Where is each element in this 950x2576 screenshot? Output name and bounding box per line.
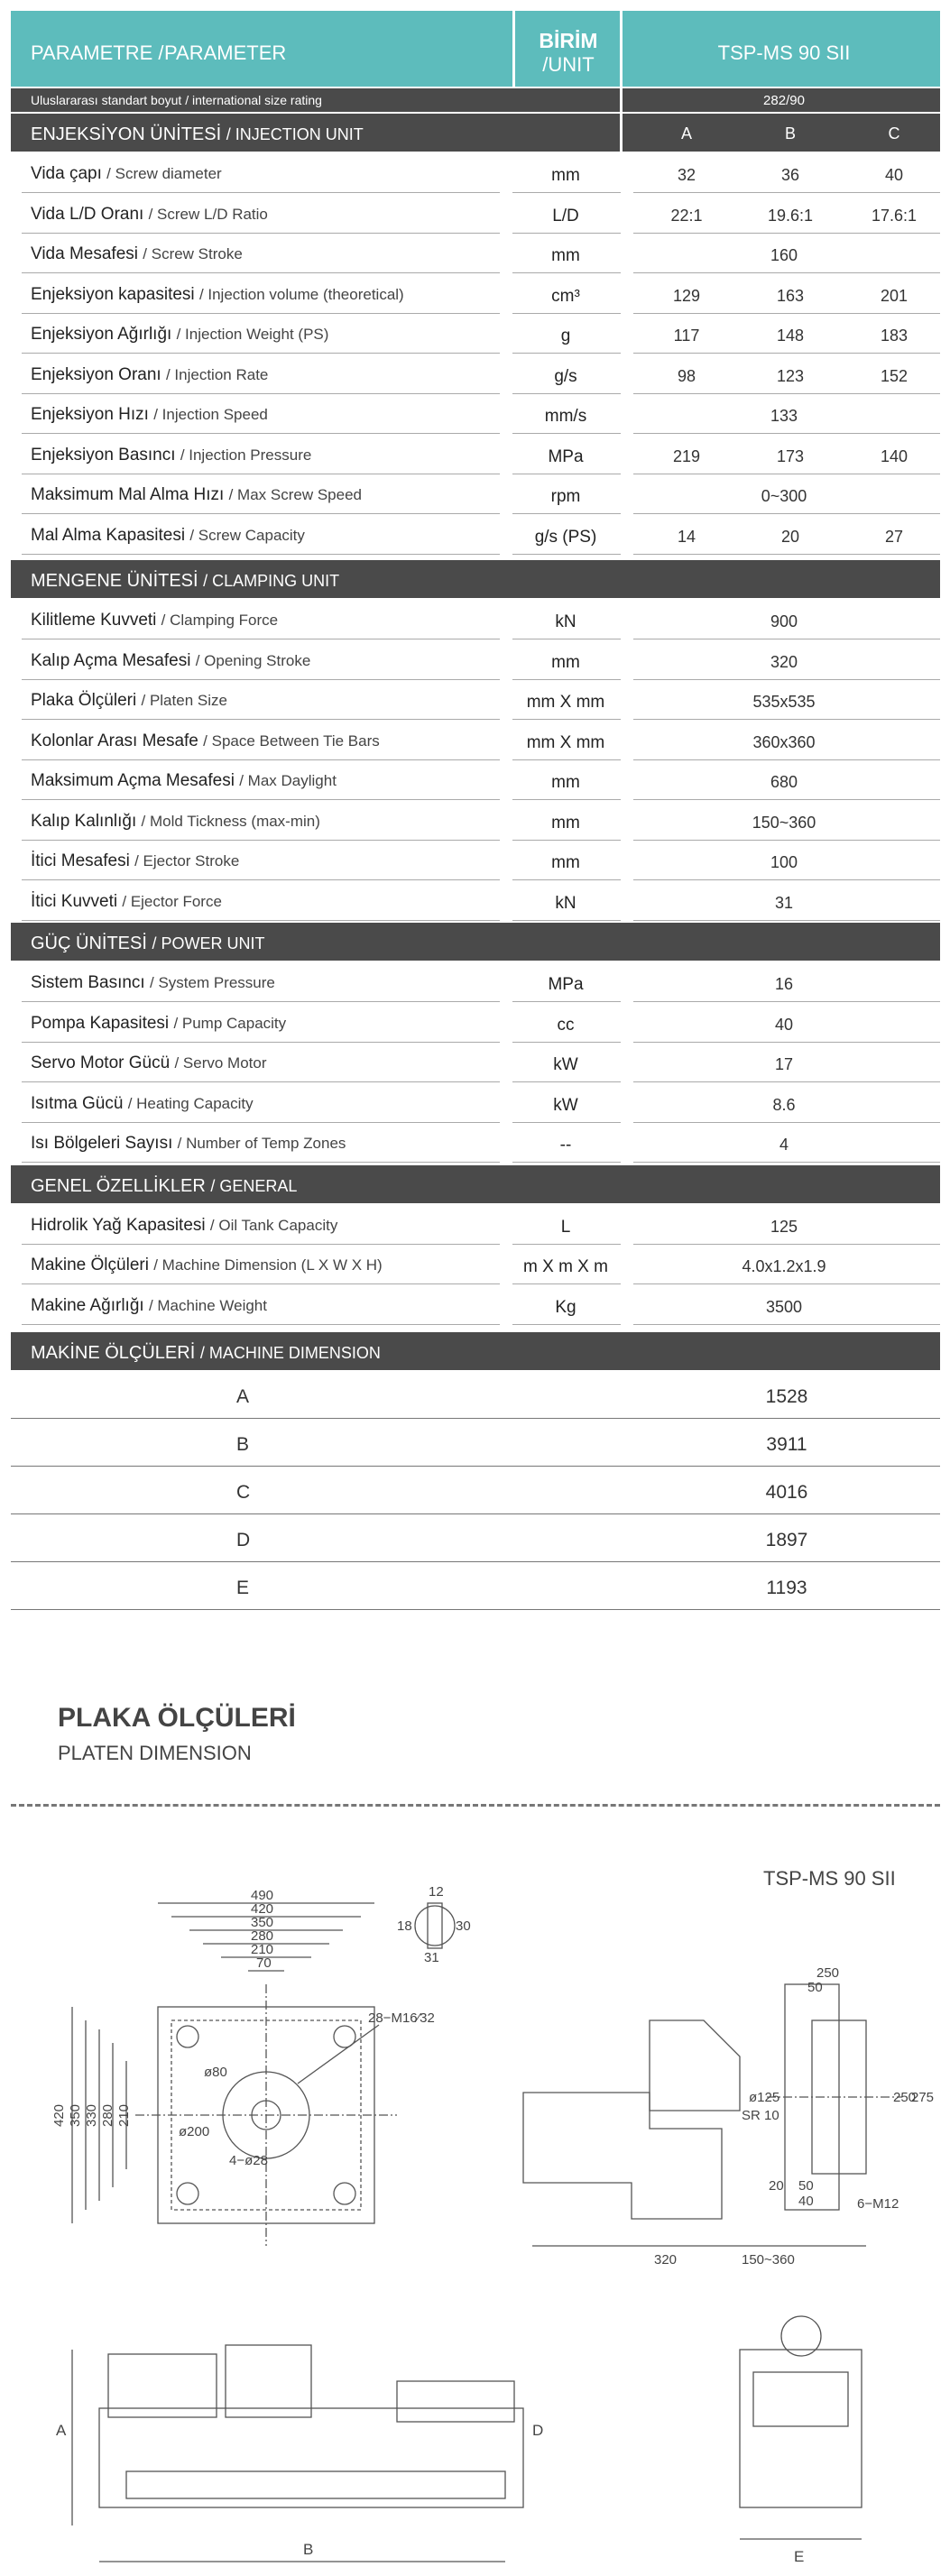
spec-row: Makine Ağırlığı / Machine Weight Kg 3500 xyxy=(11,1285,940,1325)
spec-unit: kW xyxy=(553,1095,578,1115)
svg-text:B: B xyxy=(303,2541,314,2558)
header-param-tr: PARAMETRE / xyxy=(31,41,164,64)
platen-drawings xyxy=(0,1840,950,2576)
svg-text:150~360: 150~360 xyxy=(742,2252,795,2268)
spec-unit: rpm xyxy=(550,487,581,506)
svg-text:SR 10: SR 10 xyxy=(742,2108,779,2123)
spec-row: Kilitleme Kuvveti / Clamping Force kN 900 xyxy=(11,600,940,639)
spec-unit: Kg xyxy=(555,1297,576,1317)
spec-row: Kalıp Kalınlığı / Mold Tickness (max-min) mm 150~360 xyxy=(11,801,940,841)
spec-value: 16 xyxy=(774,975,794,993)
platen-subtitle: PLATEN DIMENSION xyxy=(58,1742,252,1764)
spec-value: 32 xyxy=(677,166,696,184)
section-machine-dim: MAKİNE ÖLÇÜLERİ / MACHINE DIMENSION xyxy=(11,1332,940,1370)
svg-text:420: 420 xyxy=(251,1901,274,1917)
platen-title: PLAKA ÖLÇÜLERİ xyxy=(58,1703,296,1733)
spec-unit: kN xyxy=(555,612,576,631)
spec-unit: mm X mm xyxy=(526,732,605,752)
spec-value: 31 xyxy=(774,893,794,912)
spec-value: 201 xyxy=(880,286,908,305)
svg-text:30: 30 xyxy=(456,1918,471,1934)
spec-value: 680 xyxy=(770,773,798,791)
section-power: GÜÇ ÜNİTESİ / POWER UNIT xyxy=(11,923,940,961)
spec-row: Vida Mesafesi / Screw Stroke mm 160 xyxy=(11,234,940,273)
spec-value: 219 xyxy=(672,446,701,465)
svg-text:50: 50 xyxy=(798,2178,814,2194)
column-header: B xyxy=(784,124,796,143)
column-header: C xyxy=(888,124,900,143)
spec-value: 27 xyxy=(884,527,904,546)
spec-value: 36 xyxy=(780,166,800,184)
spec-row: Enjeksiyon Oranı / Injection Rate g/s 98 123 152 xyxy=(11,354,940,394)
spec-value: 320 xyxy=(770,652,798,671)
spec-unit: g xyxy=(560,327,571,345)
spec-value: 900 xyxy=(770,612,798,630)
spec-value: 14 xyxy=(677,527,696,546)
spec-unit: mm xyxy=(551,853,580,872)
svg-text:350: 350 xyxy=(251,1915,274,1930)
spec-unit: MPa xyxy=(548,975,584,994)
machine-dim-row: D 1897 xyxy=(11,1515,940,1562)
spec-unit: L xyxy=(560,1217,571,1237)
machine-dim-row: C 4016 xyxy=(11,1467,940,1514)
spec-unit: mm xyxy=(551,246,580,265)
svg-text:ø80: ø80 xyxy=(204,2065,227,2080)
spec-row: Maksimum Açma Mesafesi / Max Daylight mm 680 xyxy=(11,760,940,800)
spec-value: 100 xyxy=(770,853,798,871)
spec-value: 4.0x1.2x1.9 xyxy=(742,1257,826,1275)
spec-unit: g/s xyxy=(554,366,577,386)
svg-text:275: 275 xyxy=(911,2090,935,2105)
spec-unit: mm xyxy=(551,652,580,672)
spec-unit: mm X mm xyxy=(526,693,605,712)
spec-unit: cc xyxy=(557,1015,575,1035)
spec-unit: kN xyxy=(555,893,576,913)
spec-row: Enjeksiyon kapasitesi / Injection volume (theoretical) cm³ 129 163 201 xyxy=(11,274,940,314)
spec-row: Maksimum Mal Alma Hızı / Max Screw Speed rpm 0~300 xyxy=(11,474,940,514)
spec-value: 22:1 xyxy=(670,206,703,225)
svg-text:4−ø28: 4−ø28 xyxy=(229,2153,268,2168)
front-platen-drawing xyxy=(72,1903,397,2246)
svg-text:6−M12: 6−M12 xyxy=(857,2196,899,2212)
spec-row: Kolonlar Arası Mesafe / Space Between Tie Bars mm X mm 360x360 xyxy=(11,721,940,760)
spec-value: 17.6:1 xyxy=(871,206,918,225)
spec-row: Vida L/D Oranı / Screw L/D Ratio L/D 22:1 19.6:1 17.6:1 xyxy=(11,194,940,234)
spec-row: Isı Bölgeleri Sayısı / Number of Temp Zones -- 4 xyxy=(11,1123,940,1163)
spec-row: Enjeksiyon Hızı / Injection Speed mm/s 133 xyxy=(11,394,940,434)
spec-value: 19.6:1 xyxy=(767,206,814,225)
spec-value: 123 xyxy=(776,366,805,385)
spec-value: 117 xyxy=(673,327,700,345)
spec-value: 173 xyxy=(776,446,805,465)
svg-text:210: 210 xyxy=(251,1942,274,1957)
spec-value: 20 xyxy=(780,527,800,546)
spec-value: 4 xyxy=(779,1136,789,1154)
spec-row: Servo Motor Gücü / Servo Motor kW 17 xyxy=(11,1043,940,1082)
side-view-drawing xyxy=(523,1984,902,2246)
spec-table-header xyxy=(11,11,940,87)
dashed-divider xyxy=(11,1804,940,1807)
svg-text:490: 490 xyxy=(251,1888,274,1903)
machine-dim-row: A 1528 xyxy=(11,1372,940,1419)
svg-text:320: 320 xyxy=(654,2252,678,2268)
svg-text:A: A xyxy=(56,2422,67,2439)
column-header: A xyxy=(680,124,692,143)
spec-row: Enjeksiyon Ağırlığı / Injection Weight (PS) g 117 148 183 xyxy=(11,314,940,354)
svg-text:E: E xyxy=(794,2548,805,2565)
spec-value: 3500 xyxy=(765,1297,803,1316)
machine-end-elevation xyxy=(740,2316,862,2539)
spec-value: 125 xyxy=(770,1217,798,1236)
spec-value: 140 xyxy=(880,446,908,465)
svg-text:ø200: ø200 xyxy=(179,2124,210,2139)
side-dimension-label: 330 xyxy=(84,2103,99,2127)
spec-value: 160 xyxy=(770,246,798,264)
spec-unit: m X m X m xyxy=(523,1257,608,1276)
spec-value: 129 xyxy=(672,286,701,305)
spec-row: Isıtma Gücü / Heating Capacity kW 8.6 xyxy=(11,1083,940,1123)
side-dimension-label: 280 xyxy=(100,2103,115,2127)
spec-row: Makine Ölçüleri / Machine Dimension (L X W X H) m X m X m 4.0x1.2x1.9 xyxy=(11,1245,940,1284)
svg-text:280: 280 xyxy=(251,1928,274,1944)
spec-unit: mm xyxy=(551,813,580,833)
svg-text:12: 12 xyxy=(429,1884,444,1900)
spec-value: 150~360 xyxy=(752,813,816,832)
spec-value: 163 xyxy=(776,286,805,305)
spec-value: 0~300 xyxy=(761,487,807,505)
spec-row: Mal Alma Kapasitesi / Screw Capacity g/s (PS) 14 20 27 xyxy=(11,515,940,555)
svg-text:50: 50 xyxy=(807,1980,823,1995)
svg-text:31: 31 xyxy=(424,1950,439,1965)
side-dimension-label: 210 xyxy=(116,2103,132,2127)
svg-text:70: 70 xyxy=(256,1955,272,1971)
svg-text:40: 40 xyxy=(798,2194,814,2209)
spec-row: Enjeksiyon Basıncı / Injection Pressure MPa 219 173 140 xyxy=(11,435,940,474)
machine-front-elevation xyxy=(72,2345,523,2576)
spec-row: İtici Mesafesi / Ejector Stroke mm 100 xyxy=(11,841,940,880)
spec-unit: mm xyxy=(551,773,580,792)
spec-value: 8.6 xyxy=(772,1095,796,1114)
svg-text:20: 20 xyxy=(769,2178,784,2194)
spec-unit: kW xyxy=(553,1055,578,1074)
spec-value: 360x360 xyxy=(752,732,816,751)
spec-unit: -- xyxy=(559,1136,572,1155)
machine-dim-row: E 1193 xyxy=(11,1563,940,1610)
spec-value: 40 xyxy=(774,1015,794,1034)
spec-row: Sistem Basıncı / System Pressure MPa 16 xyxy=(11,962,940,1002)
spec-row: Hidrolik Yağ Kapasitesi / Oil Tank Capacity L 125 xyxy=(11,1205,940,1245)
spec-value: 40 xyxy=(884,166,904,184)
standard-size-band: Uluslararası standart boyut / international size rating 282/90 xyxy=(11,88,940,112)
spec-value: 148 xyxy=(776,327,805,345)
spec-row: Vida çapı / Screw diameter mm 32 36 40 xyxy=(11,153,940,193)
spec-value: 183 xyxy=(880,327,908,345)
spec-value: 98 xyxy=(677,366,696,385)
machine-dim-row: B 3911 xyxy=(11,1420,940,1467)
spec-value: 152 xyxy=(880,366,908,385)
spec-unit: cm³ xyxy=(551,286,580,306)
spec-row: İtici Kuvveti / Ejector Force kN 31 xyxy=(11,881,940,921)
header-model: TSP-MS 90 SII xyxy=(717,41,851,64)
svg-text:ø125: ø125 xyxy=(749,2090,780,2105)
spec-unit: L/D xyxy=(552,206,579,225)
header-param-en: PARAMETER xyxy=(164,41,287,64)
svg-text:18: 18 xyxy=(397,1918,412,1934)
section-injection: ENJEKSİYON ÜNİTESİ / INJECTION UNIT A B C xyxy=(11,114,940,152)
spec-unit: mm xyxy=(551,166,580,185)
side-dimension-label: 350 xyxy=(68,2103,83,2127)
spec-value: 133 xyxy=(770,407,798,425)
tslot-detail xyxy=(415,1903,455,1948)
section-clamping: MENGENE ÜNİTESİ / CLAMPING UNIT xyxy=(11,560,940,598)
svg-text:250: 250 xyxy=(893,2090,917,2105)
spec-row: Plaka Ölçüleri / Platen Size mm X mm 535x535 xyxy=(11,680,940,720)
svg-text:28−M16⁄32: 28−M16⁄32 xyxy=(368,2010,435,2026)
side-dimension-label: 420 xyxy=(51,2103,67,2127)
svg-text:D: D xyxy=(532,2422,544,2439)
section-general: GENEL ÖZELLİKLER / GENERAL xyxy=(11,1165,940,1203)
spec-value: 535x535 xyxy=(752,693,816,711)
spec-value: 17 xyxy=(774,1055,794,1073)
drawing-model-label: TSP-MS 90 SII xyxy=(763,1867,896,1890)
spec-unit: MPa xyxy=(548,446,584,466)
spec-unit: mm/s xyxy=(544,407,587,426)
spec-row: Kalıp Açma Mesafesi / Opening Stroke mm 320 xyxy=(11,640,940,680)
spec-unit: g/s (PS) xyxy=(534,527,597,547)
header-unit: BİRİM /UNIT xyxy=(539,29,598,76)
spec-row: Pompa Kapasitesi / Pump Capacity cc 40 xyxy=(11,1003,940,1043)
svg-text:250: 250 xyxy=(816,1965,840,1981)
